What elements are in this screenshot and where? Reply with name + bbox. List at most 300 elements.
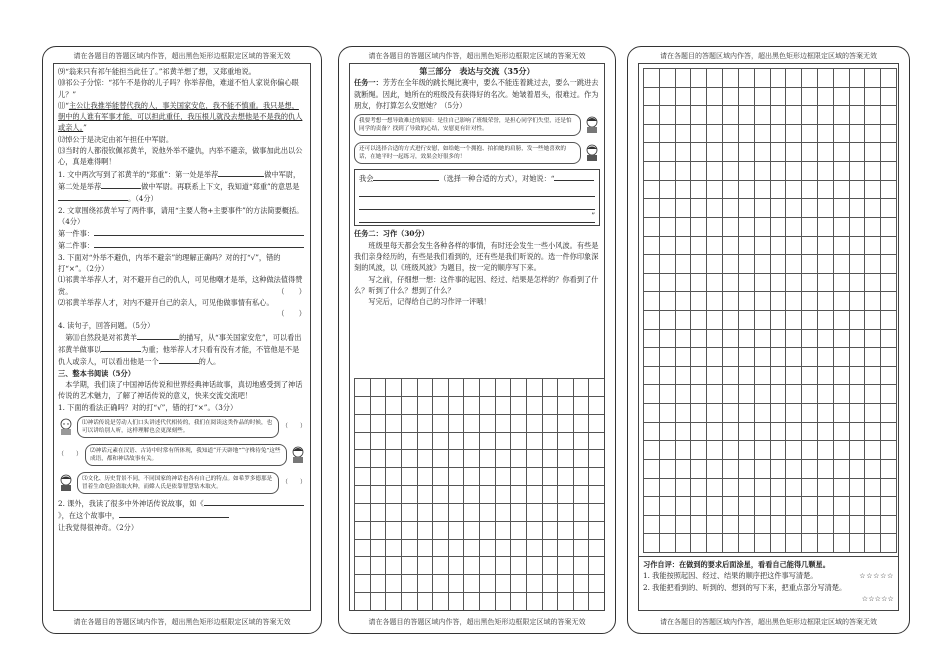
grid-cell[interactable] [660,534,676,553]
grid-cell[interactable] [850,404,866,423]
grid-cell[interactable] [818,162,834,181]
grid-cell[interactable] [496,522,512,540]
grid-cell[interactable] [786,497,802,516]
grid-cell[interactable] [707,497,723,516]
grid-cell[interactable] [834,516,850,535]
grid-cell[interactable] [402,468,418,486]
grid-cell[interactable] [723,292,739,311]
grid-cell[interactable] [464,379,480,397]
grid-cell[interactable] [802,479,818,498]
grid-cell[interactable] [527,540,543,558]
grid-cell[interactable] [707,423,723,442]
grid-cell[interactable] [707,237,723,256]
grid-cell[interactable] [834,274,850,293]
grid-cell[interactable] [543,593,559,611]
grid-cell[interactable] [881,255,897,274]
grid-cell[interactable] [480,540,496,558]
grid-cell[interactable] [881,460,897,479]
grid-cell[interactable] [739,162,755,181]
grid-cell[interactable] [723,218,739,237]
grid-cell[interactable] [464,504,480,522]
grid-cell[interactable] [644,460,660,479]
grid-cell[interactable] [739,348,755,367]
grid-cell[interactable] [574,575,590,593]
grid-cell[interactable] [480,575,496,593]
answer-blank[interactable] [554,172,594,181]
grid-cell[interactable] [676,199,692,218]
grid-cell[interactable] [865,106,881,125]
grid-cell[interactable] [371,379,387,397]
grid-cell[interactable] [386,540,402,558]
grid-cell[interactable] [786,292,802,311]
grid-cell[interactable] [574,557,590,575]
grid-cell[interactable] [771,534,787,553]
grid-cell[interactable] [644,69,660,88]
grid-cell[interactable] [644,423,660,442]
answer-paren[interactable]: （ ） [277,309,306,319]
grid-cell[interactable] [660,88,676,107]
grid-cell[interactable] [802,218,818,237]
grid-cell[interactable] [865,534,881,553]
answer-blank[interactable] [101,180,141,189]
grid-cell[interactable] [755,88,771,107]
grid-cell[interactable] [691,218,707,237]
grid-cell[interactable] [644,199,660,218]
grid-cell[interactable] [371,575,387,593]
grid-cell[interactable] [786,237,802,256]
grid-cell[interactable] [660,162,676,181]
grid-cell[interactable] [834,367,850,386]
grid-cell[interactable] [574,486,590,504]
grid-cell[interactable] [676,460,692,479]
grid-cell[interactable] [707,311,723,330]
answer-paren[interactable]: （ ） [277,286,306,296]
grid-cell[interactable] [834,497,850,516]
grid-cell[interactable] [850,423,866,442]
grid-cell[interactable] [480,415,496,433]
grid-cell[interactable] [739,516,755,535]
grid-cell[interactable] [574,397,590,415]
grid-cell[interactable] [771,441,787,460]
grid-cell[interactable] [786,274,802,293]
grid-cell[interactable] [834,311,850,330]
grid-cell[interactable] [802,367,818,386]
grid-cell[interactable] [818,218,834,237]
grid-cell[interactable] [850,497,866,516]
grid-cell[interactable] [496,575,512,593]
grid-cell[interactable] [739,292,755,311]
grid-cell[interactable] [691,274,707,293]
grid-cell[interactable] [707,330,723,349]
grid-cell[interactable] [723,237,739,256]
grid-cell[interactable] [496,415,512,433]
grid-cell[interactable] [881,330,897,349]
grid-cell[interactable] [418,450,434,468]
grid-cell[interactable] [418,486,434,504]
grid-cell[interactable] [691,143,707,162]
grid-cell[interactable] [496,450,512,468]
grid-cell[interactable] [739,237,755,256]
grid-cell[interactable] [881,534,897,553]
grid-cell[interactable] [543,486,559,504]
grid-cell[interactable] [755,330,771,349]
grid-cell[interactable] [818,516,834,535]
grid-cell[interactable] [691,348,707,367]
grid-cell[interactable] [464,557,480,575]
grid-cell[interactable] [371,540,387,558]
answer-blank[interactable] [159,355,199,364]
grid-cell[interactable] [402,540,418,558]
grid-cell[interactable] [558,415,574,433]
grid-cell[interactable] [865,404,881,423]
grid-cell[interactable] [371,593,387,611]
grid-cell[interactable] [850,162,866,181]
grid-cell[interactable] [691,125,707,144]
grid-cell[interactable] [850,88,866,107]
grid-cell[interactable] [480,379,496,397]
grid-cell[interactable] [589,379,605,397]
grid-cell[interactable] [480,593,496,611]
grid-cell[interactable] [707,143,723,162]
grid-cell[interactable] [691,311,707,330]
grid-cell[interactable] [771,181,787,200]
grid-cell[interactable] [691,237,707,256]
grid-cell[interactable] [464,593,480,611]
grid-cell[interactable] [723,69,739,88]
grid-cell[interactable] [834,218,850,237]
grid-cell[interactable] [802,441,818,460]
grid-cell[interactable] [881,274,897,293]
grid-cell[interactable] [449,397,465,415]
grid-cell[interactable] [589,557,605,575]
grid-cell[interactable] [818,106,834,125]
grid-cell[interactable] [355,415,371,433]
grid-cell[interactable] [496,397,512,415]
grid-cell[interactable] [511,504,527,522]
grid-cell[interactable] [355,486,371,504]
grid-cell[interactable] [865,367,881,386]
grid-cell[interactable] [676,497,692,516]
grid-cell[interactable] [589,486,605,504]
grid-cell[interactable] [707,162,723,181]
grid-cell[interactable] [449,486,465,504]
grid-cell[interactable] [865,516,881,535]
grid-cell[interactable] [496,433,512,451]
grid-cell[interactable] [558,504,574,522]
grid-cell[interactable] [418,468,434,486]
grid-cell[interactable] [386,415,402,433]
grid-cell[interactable] [818,237,834,256]
grid-cell[interactable] [786,479,802,498]
grid-cell[interactable] [660,441,676,460]
grid-cell[interactable] [850,237,866,256]
grid-cell[interactable] [881,181,897,200]
grid-cell[interactable] [865,218,881,237]
grid-cell[interactable] [850,181,866,200]
grid-cell[interactable] [707,404,723,423]
grid-cell[interactable] [723,199,739,218]
grid-cell[interactable] [644,106,660,125]
grid-cell[interactable] [511,540,527,558]
grid-cell[interactable] [755,367,771,386]
grid-cell[interactable] [802,237,818,256]
grid-cell[interactable] [644,125,660,144]
grid-cell[interactable] [755,237,771,256]
grid-cell[interactable] [881,441,897,460]
answer-blank[interactable] [58,192,128,201]
grid-cell[interactable] [402,415,418,433]
grid-cell[interactable] [511,415,527,433]
grid-cell[interactable] [755,274,771,293]
grid-cell[interactable] [660,69,676,88]
grid-cell[interactable] [755,516,771,535]
grid-cell[interactable] [707,218,723,237]
grid-cell[interactable] [834,181,850,200]
grid-cell[interactable] [834,255,850,274]
grid-cell[interactable] [865,143,881,162]
grid-cell[interactable] [676,311,692,330]
grid-cell[interactable] [691,367,707,386]
grid-cell[interactable] [755,199,771,218]
grid-cell[interactable] [480,433,496,451]
grid-cell[interactable] [818,143,834,162]
grid-cell[interactable] [771,292,787,311]
grid-cell[interactable] [371,486,387,504]
grid-cell[interactable] [881,367,897,386]
grid-cell[interactable] [355,557,371,575]
grid-cell[interactable] [881,423,897,442]
grid-cell[interactable] [723,460,739,479]
grid-cell[interactable] [691,479,707,498]
grid-cell[interactable] [707,88,723,107]
grid-cell[interactable] [691,423,707,442]
grid-cell[interactable] [691,292,707,311]
grid-cell[interactable] [723,330,739,349]
grid-cell[interactable] [723,125,739,144]
grid-cell[interactable] [676,237,692,256]
writing-grid[interactable] [643,68,897,553]
grid-cell[interactable] [402,522,418,540]
grid-cell[interactable] [723,106,739,125]
grid-cell[interactable] [850,348,866,367]
grid-cell[interactable] [660,497,676,516]
grid-cell[interactable] [676,516,692,535]
grid-cell[interactable] [771,125,787,144]
grid-cell[interactable] [464,540,480,558]
grid-cell[interactable] [739,367,755,386]
grid-cell[interactable] [802,348,818,367]
answer-line[interactable] [359,197,595,210]
grid-cell[interactable] [786,106,802,125]
grid-cell[interactable] [676,181,692,200]
grid-cell[interactable] [881,479,897,498]
grid-cell[interactable] [660,479,676,498]
grid-cell[interactable] [818,125,834,144]
grid-cell[interactable] [418,522,434,540]
grid-cell[interactable] [786,143,802,162]
grid-cell[interactable] [418,540,434,558]
grid-cell[interactable] [691,516,707,535]
grid-cell[interactable] [818,274,834,293]
grid-cell[interactable] [865,274,881,293]
grid-cell[interactable] [786,255,802,274]
grid-cell[interactable] [802,385,818,404]
grid-cell[interactable] [480,557,496,575]
grid-cell[interactable] [386,575,402,593]
grid-cell[interactable] [355,379,371,397]
grid-cell[interactable] [543,557,559,575]
grid-cell[interactable] [691,497,707,516]
grid-cell[interactable] [433,540,449,558]
grid-cell[interactable] [511,468,527,486]
grid-cell[interactable] [386,557,402,575]
grid-cell[interactable] [480,450,496,468]
grid-cell[interactable] [802,106,818,125]
grid-cell[interactable] [881,292,897,311]
grid-cell[interactable] [818,181,834,200]
grid-cell[interactable] [802,311,818,330]
grid-cell[interactable] [786,125,802,144]
answer-paren[interactable]: （ ） [281,423,306,431]
grid-cell[interactable] [496,540,512,558]
grid-cell[interactable] [660,274,676,293]
grid-cell[interactable] [574,468,590,486]
grid-cell[interactable] [739,423,755,442]
grid-cell[interactable] [786,330,802,349]
grid-cell[interactable] [802,497,818,516]
grid-cell[interactable] [834,330,850,349]
answer-blank[interactable] [119,509,229,518]
grid-cell[interactable] [558,468,574,486]
grid-cell[interactable] [802,88,818,107]
grid-cell[interactable] [589,468,605,486]
grid-cell[interactable] [850,441,866,460]
grid-cell[interactable] [480,522,496,540]
grid-cell[interactable] [644,479,660,498]
grid-cell[interactable] [449,504,465,522]
grid-cell[interactable] [818,460,834,479]
grid-cell[interactable] [881,162,897,181]
grid-cell[interactable] [739,404,755,423]
grid-cell[interactable] [786,385,802,404]
grid-cell[interactable] [464,486,480,504]
grid-cell[interactable] [433,397,449,415]
grid-cell[interactable] [834,404,850,423]
grid-cell[interactable] [644,311,660,330]
grid-cell[interactable] [558,433,574,451]
grid-cell[interactable] [707,69,723,88]
grid-cell[interactable] [739,497,755,516]
grid-cell[interactable] [850,255,866,274]
grid-cell[interactable] [771,237,787,256]
grid-cell[interactable] [644,441,660,460]
grid-cell[interactable] [527,450,543,468]
grid-cell[interactable] [723,516,739,535]
grid-cell[interactable] [786,404,802,423]
grid-cell[interactable] [480,468,496,486]
grid-cell[interactable] [786,367,802,386]
grid-cell[interactable] [723,385,739,404]
grid-cell[interactable] [527,486,543,504]
grid-cell[interactable] [707,534,723,553]
grid-cell[interactable] [511,593,527,611]
grid-cell[interactable] [865,199,881,218]
grid-cell[interactable] [660,292,676,311]
grid-cell[interactable] [644,404,660,423]
grid-cell[interactable] [850,218,866,237]
grid-cell[interactable] [850,292,866,311]
grid-cell[interactable] [786,199,802,218]
grid-cell[interactable] [676,441,692,460]
grid-cell[interactable] [449,540,465,558]
grid-cell[interactable] [527,504,543,522]
grid-cell[interactable] [660,255,676,274]
grid-cell[interactable] [464,468,480,486]
grid-cell[interactable] [496,504,512,522]
grid-cell[interactable] [818,199,834,218]
grid-cell[interactable] [723,88,739,107]
grid-cell[interactable] [802,181,818,200]
grid-cell[interactable] [786,348,802,367]
grid-cell[interactable] [802,143,818,162]
grid-cell[interactable] [834,423,850,442]
grid-cell[interactable] [865,69,881,88]
grid-cell[interactable] [433,575,449,593]
grid-cell[interactable] [589,450,605,468]
grid-cell[interactable] [850,385,866,404]
grid-cell[interactable] [691,404,707,423]
grid-cell[interactable] [755,423,771,442]
grid-cell[interactable] [402,397,418,415]
grid-cell[interactable] [850,69,866,88]
grid-cell[interactable] [771,348,787,367]
grid-cell[interactable] [739,385,755,404]
grid-cell[interactable] [739,88,755,107]
grid-cell[interactable] [755,255,771,274]
grid-cell[interactable] [574,415,590,433]
grid-cell[interactable] [511,575,527,593]
grid-cell[interactable] [881,69,897,88]
grid-cell[interactable] [881,125,897,144]
grid-cell[interactable] [496,486,512,504]
grid-cell[interactable] [881,237,897,256]
grid-cell[interactable] [676,218,692,237]
grid-cell[interactable] [660,348,676,367]
grid-cell[interactable] [691,162,707,181]
grid-cell[interactable] [449,433,465,451]
grid-cell[interactable] [371,450,387,468]
grid-cell[interactable] [723,497,739,516]
grid-cell[interactable] [371,433,387,451]
grid-cell[interactable] [644,181,660,200]
grid-cell[interactable] [511,450,527,468]
grid-cell[interactable] [802,423,818,442]
grid-cell[interactable] [558,397,574,415]
grid-cell[interactable] [676,162,692,181]
grid-cell[interactable] [418,433,434,451]
grid-cell[interactable] [723,181,739,200]
grid-cell[interactable] [660,181,676,200]
grid-cell[interactable] [676,423,692,442]
answer-paren[interactable]: （ ） [281,479,306,487]
grid-cell[interactable] [771,255,787,274]
grid-cell[interactable] [755,404,771,423]
grid-cell[interactable] [449,593,465,611]
grid-cell[interactable] [739,125,755,144]
grid-cell[interactable] [511,433,527,451]
grid-cell[interactable] [418,575,434,593]
grid-cell[interactable] [802,292,818,311]
